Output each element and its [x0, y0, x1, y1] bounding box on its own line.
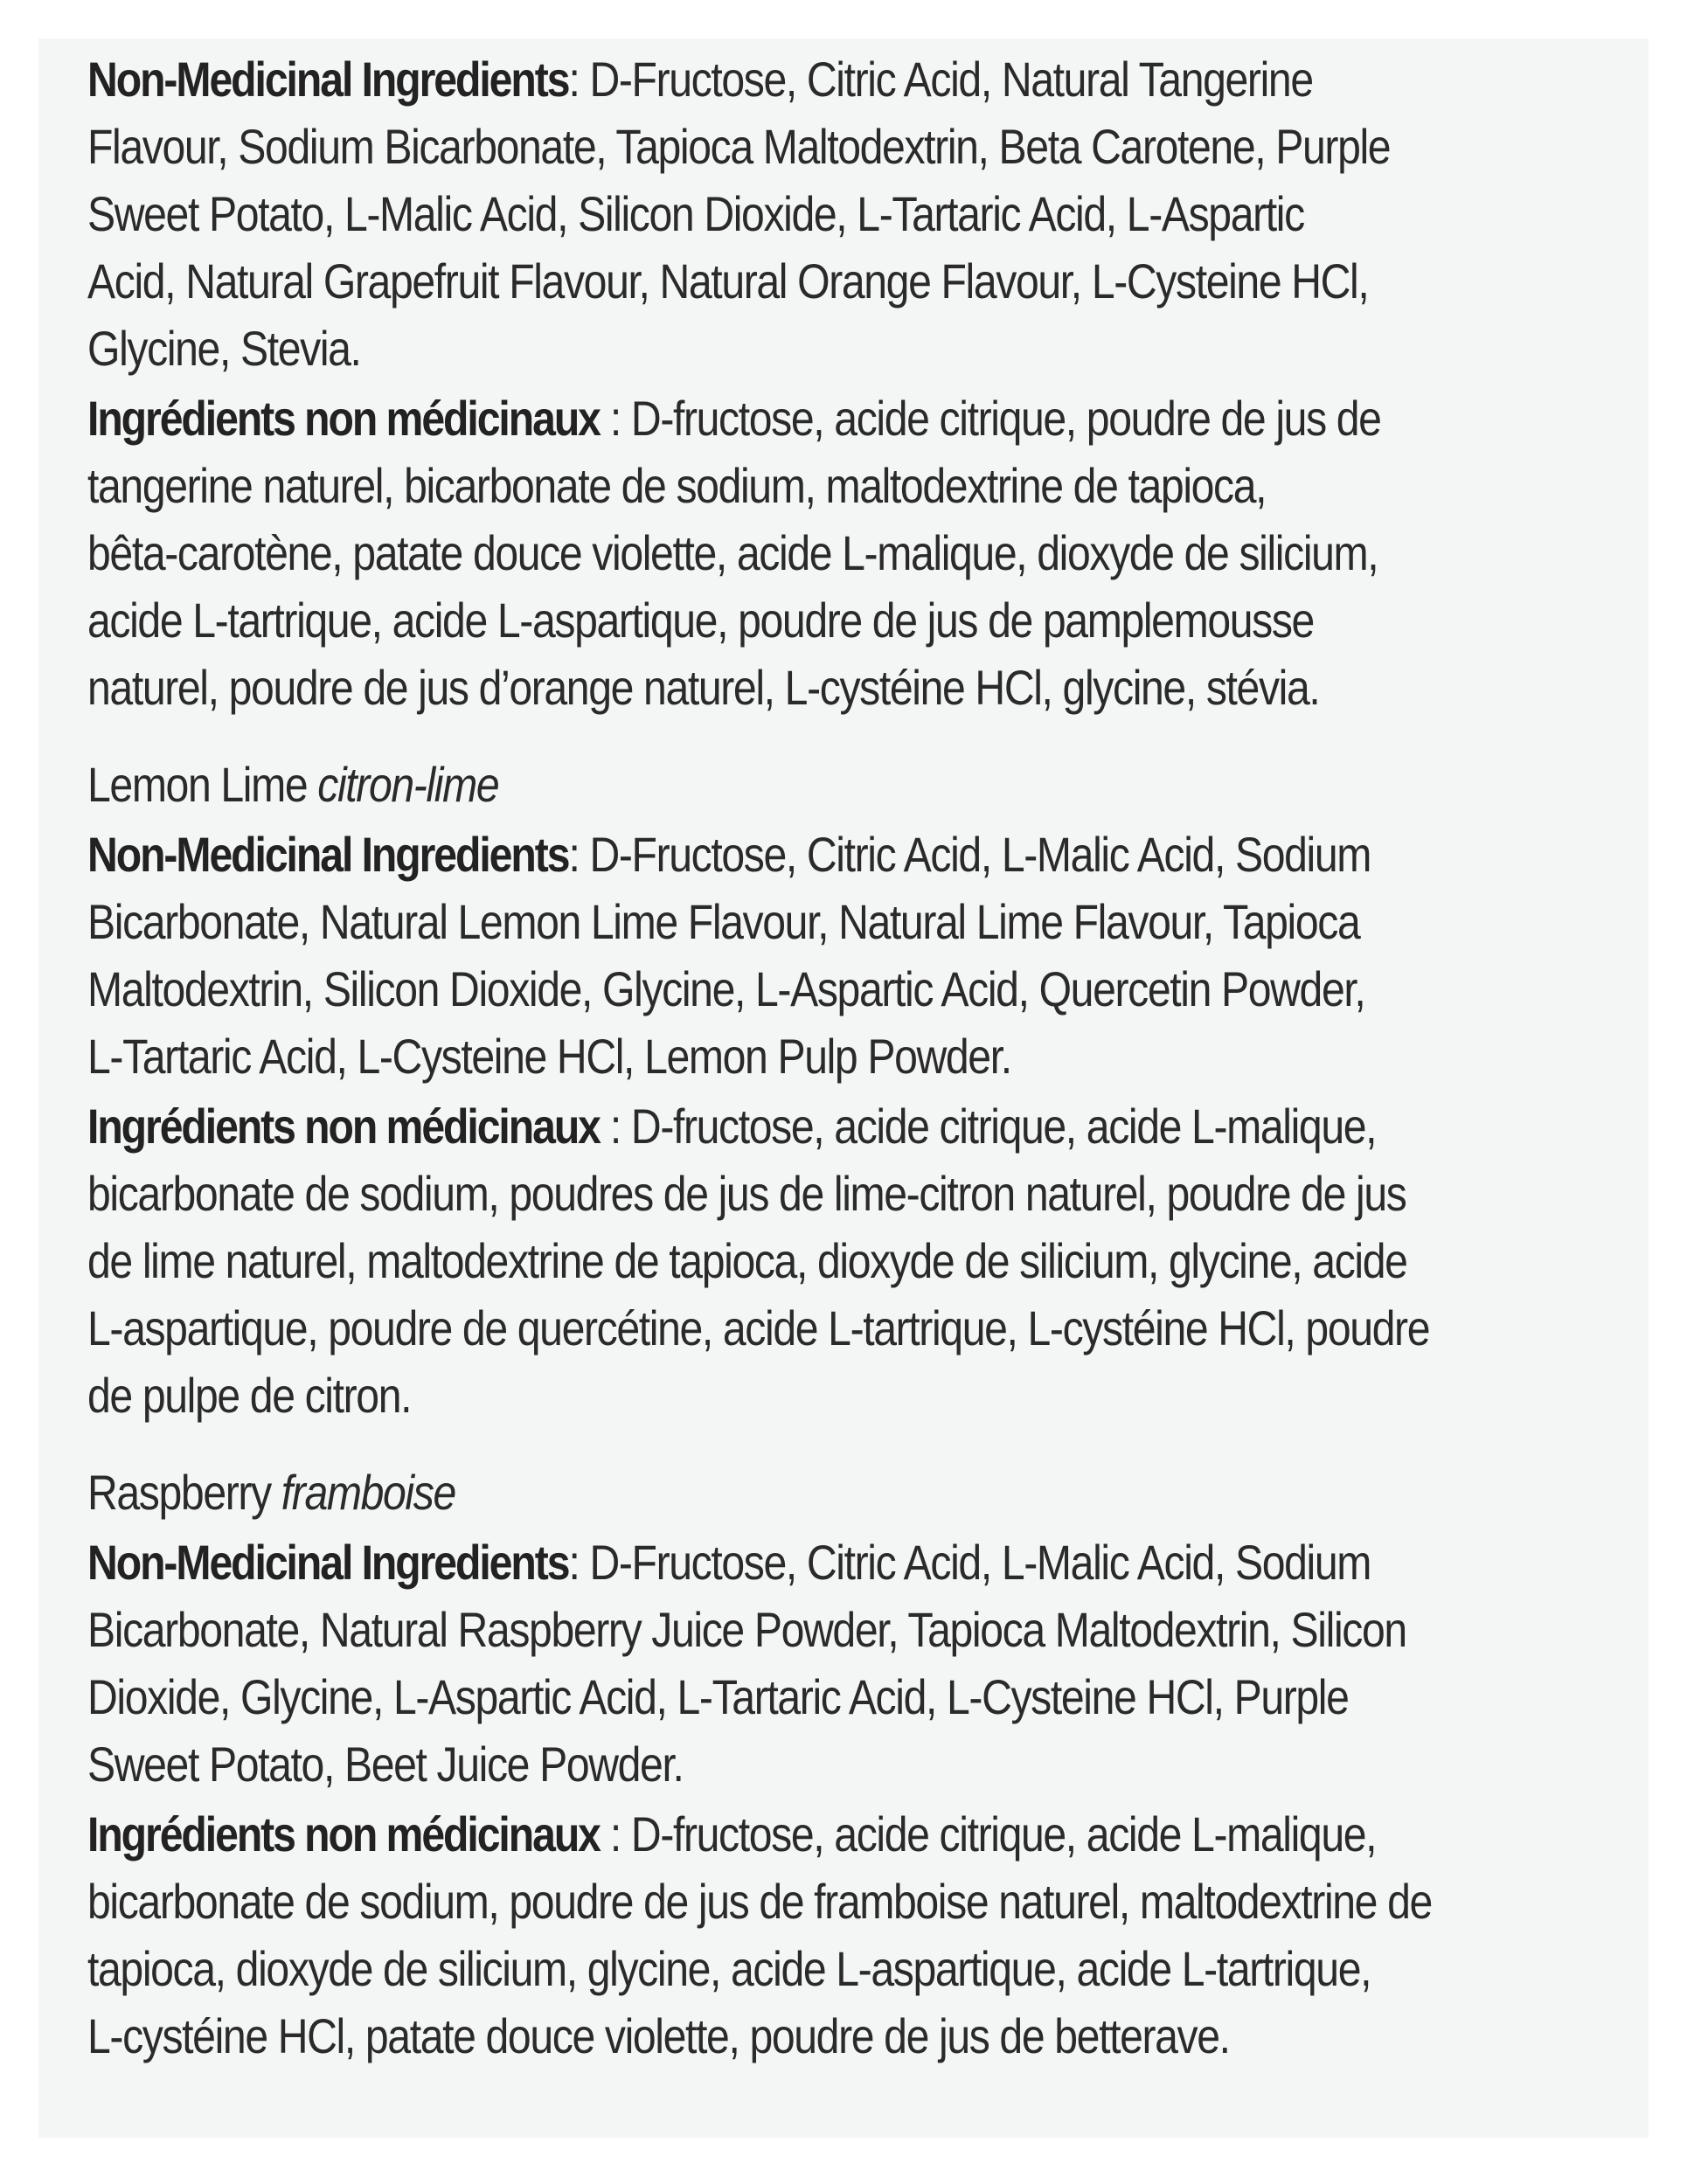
flavour-heading-lemon-lime — [87, 751, 1591, 818]
text-line: Bicarbonate, Natural Lemon Lime Flavour, Natural Lime Flavour, Tapioca — [87, 894, 1360, 949]
label-separator: : — [568, 827, 580, 882]
tangerine-en-ingredients — [87, 45, 1591, 382]
text-line: Sweet Potato, Beet Juice Powder. — [87, 1737, 684, 1792]
text-line: D-Fructose, Citric Acid, L-Malic Acid, Sodium — [579, 1535, 1371, 1590]
fr-label: Ingrédients non médicinaux — [87, 1099, 600, 1154]
flavour-name-fr: citron-lime — [317, 757, 499, 812]
text-line: de pulpe de citron. — [87, 1368, 412, 1423]
raspberry-fr-ingredients — [87, 1800, 1591, 2070]
text-line: D-Fructose, Citric Acid, L-Malic Acid, Sodium — [579, 827, 1371, 882]
text-line: naturel, poudre de jus d’orange naturel, L-cystéine HCl, glycine, stévia. — [87, 660, 1320, 715]
label-separator: : — [599, 1099, 621, 1154]
text-line: Dioxide, Glycine, L-Aspartic Acid, L-Tartaric Acid, L-Cysteine HCl, Purple — [87, 1669, 1349, 1724]
label-separator: : — [599, 1806, 621, 1862]
flavour-name-en: Lemon Lime — [87, 757, 318, 812]
text-line: bêta-carotène, patate douce violette, acide L-malique, dioxyde de silicium, — [87, 525, 1378, 580]
text-line: D-fructose, acide citrique, poudre de jus de — [620, 391, 1381, 446]
text-line: de lime naturel, maltodextrine de tapioca, dioxyde de silicium, glycine, acide — [87, 1233, 1407, 1288]
text-line: Maltodextrin, Silicon Dioxide, Glycine, L-Aspartic Acid, Quercetin Powder, — [87, 961, 1365, 1016]
fr-label: Ingrédients non médicinaux — [87, 1806, 600, 1862]
label-separator: : — [599, 391, 621, 446]
text-line: bicarbonate de sodium, poudre de jus de framboise naturel, maltodextrine de — [87, 1874, 1432, 1929]
text-line: L-cystéine HCl, patate douce violette, poudre de jus de betterave. — [87, 2008, 1230, 2063]
text-line: Flavour, Sodium Bicarbonate, Tapioca Maltodextrin, Beta Carotene, Purple — [87, 119, 1391, 174]
text-line: tapioca, dioxyde de silicium, glycine, acide L-aspartique, acide L-tartrique, — [87, 1941, 1371, 1996]
text-line: L-aspartique, poudre de quercétine, acide L-tartrique, L-cystéine HCl, poudre — [87, 1300, 1430, 1355]
text-line: acide L-tartrique, acide L-aspartique, poudre de jus de pamplemousse — [87, 593, 1314, 648]
text-line: D-fructose, acide citrique, acide L-malique, — [620, 1806, 1377, 1862]
text-line: L-Tartaric Acid, L-Cysteine HCl, Lemon Pulp Powder. — [87, 1029, 1011, 1084]
en-label: Non-Medicinal Ingredients — [87, 1535, 569, 1590]
text-line: D-fructose, acide citrique, acide L-malique, — [620, 1099, 1377, 1154]
raspberry-en-ingredients — [87, 1529, 1591, 1798]
tangerine-fr-ingredients — [87, 385, 1591, 721]
fr-label: Ingrédients non médicinaux — [87, 391, 600, 446]
flavour-name-en: Raspberry — [87, 1465, 281, 1520]
lemon-lime-fr-ingredients — [87, 1092, 1591, 1429]
ingredients-panel — [38, 38, 1649, 2138]
text-line: Sweet Potato, L-Malic Acid, Silicon Dioxide, L-Tartaric Acid, L-Aspartic — [87, 186, 1304, 241]
flavour-heading-raspberry — [87, 1459, 1591, 1526]
lemon-lime-en-ingredients — [87, 821, 1591, 1090]
ingredients-text — [87, 45, 1591, 2070]
text-line: Glycine, Stevia. — [87, 321, 361, 376]
label-separator: : — [568, 1535, 580, 1590]
text-line: D-Fructose, Citric Acid, Natural Tangerine — [579, 52, 1313, 107]
text-line: Bicarbonate, Natural Raspberry Juice Powder, Tapioca Maltodextrin, Silicon — [87, 1602, 1406, 1657]
text-line: bicarbonate de sodium, poudres de jus de lime-citron naturel, poudre de jus — [87, 1166, 1406, 1221]
en-label: Non-Medicinal Ingredients — [87, 52, 569, 107]
flavour-name-fr: framboise — [281, 1465, 455, 1520]
label-separator: : — [568, 52, 580, 107]
text-line: tangerine naturel, bicarbonate de sodium, maltodextrine de tapioca, — [87, 458, 1267, 513]
text-line: Acid, Natural Grapefruit Flavour, Natural Orange Flavour, L-Cysteine HCl, — [87, 253, 1369, 309]
en-label: Non-Medicinal Ingredients — [87, 827, 569, 882]
